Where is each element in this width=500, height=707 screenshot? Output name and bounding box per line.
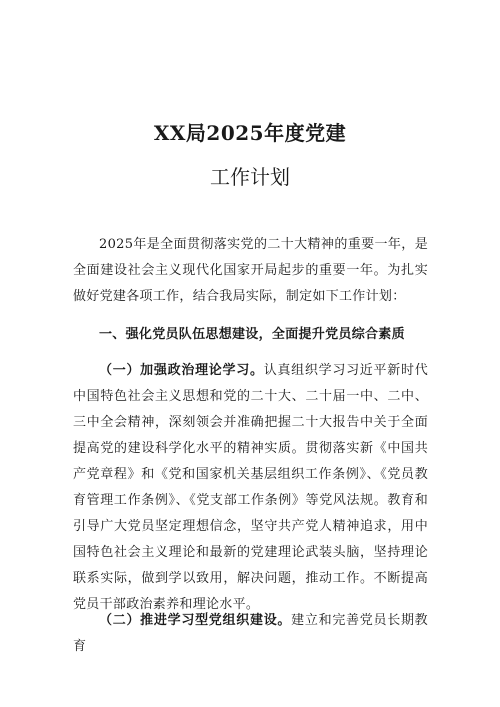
document-title-line2: 工作计划 xyxy=(210,165,290,189)
document-title-line1: XX局2025年度党建 xyxy=(153,121,347,145)
section1-heading: 一、强化党员队伍思想建设，全面提升党员综合素质 xyxy=(99,327,405,342)
intro-paragraph: 2025年是全面贯彻落实党的二十大精神的重要一年，是全面建设社会主义现代化国家开局起步的重要一年。为扎实做好党建各项工作，结合我局实际，制定如下工作计划： xyxy=(73,237,428,304)
item2-lead: （二）推进学习型党组织建设。 xyxy=(99,613,292,628)
item1-paragraph xyxy=(73,358,428,618)
item2-body: 建立和完善党员长期教育 xyxy=(73,613,428,654)
item2-paragraph xyxy=(73,608,428,660)
item1-lead: （一）加强政治理论学习。 xyxy=(99,363,264,378)
item1-body: 认真组织学习习近平新时代中国特色社会主义思想和党的二十大、二十届一中、二中、三中全会精神，深刻领会并准确把握二十大报告中关于全面提高党的建设科学化水平的精神实质。贯彻落实新《中国共产党章程》和《党和国家机关基层组织工作条例》、《党员教育管理工作条例》、《党支部工作条例》等党风法规。教育和引导广大党员坚定理想信念，坚守共产党人精神追求，用中国特色社会主义理论和最新的党建理论武装头脑，坚持理论联系实际，做到学以致用，解决问题，推动工作。不断提高党员干部政治素养和理论水平。 xyxy=(73,363,428,612)
